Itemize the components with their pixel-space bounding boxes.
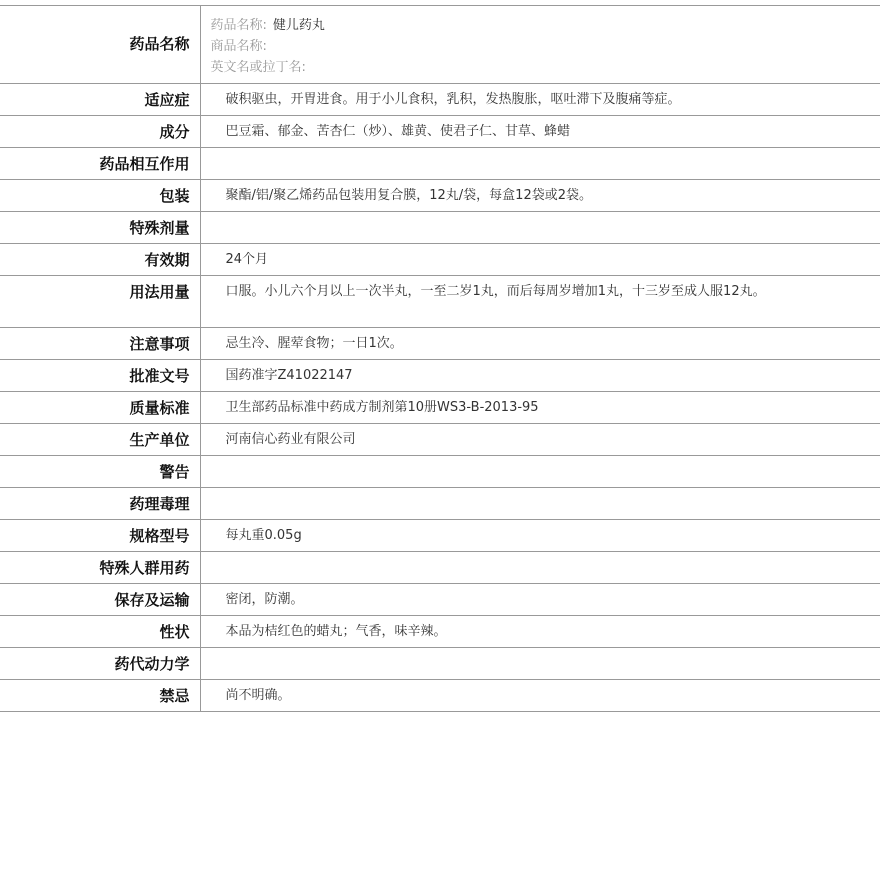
specification-row (0, 520, 880, 552)
ingredients-label: 成分 (0, 116, 200, 148)
storage-row (0, 584, 880, 616)
drug-names-row (0, 6, 880, 84)
special-population-label: 特殊人群用药 (0, 552, 200, 584)
precautions-value: 忌生冷、腥荤食物；一日1次。 (200, 328, 880, 360)
appearance-row (0, 616, 880, 648)
quality-standard-row (0, 392, 880, 424)
storage-value: 密闭，防潮。 (200, 584, 880, 616)
manufacturer-value: 河南信心药业有限公司 (200, 424, 880, 456)
manufacturer-label: 生产单位 (0, 424, 200, 456)
shelf-life-label: 有效期 (0, 244, 200, 276)
dosage-label: 用法用量 (0, 276, 200, 328)
interactions-row (0, 148, 880, 180)
drug-names-label: 药品名称 (0, 6, 200, 84)
specification-label: 规格型号 (0, 520, 200, 552)
drug-name-key: 药品名称: (210, 18, 267, 33)
manufacturer-row (0, 424, 880, 456)
appearance-label: 性状 (0, 616, 200, 648)
shelf-life-row (0, 244, 880, 276)
indications-row (0, 84, 880, 116)
contraindications-value: 尚不明确。 (200, 680, 880, 712)
drug-names-value (200, 6, 880, 84)
quality-standard-value: 卫生部药品标准中药成方制剂第10册WS3-B-2013-95 (200, 392, 880, 424)
special-dosage-row (0, 212, 880, 244)
specification-value: 每丸重0.05g (200, 520, 880, 552)
quality-standard-label: 质量标准 (0, 392, 200, 424)
appearance-value: 本品为桔红色的蜡丸；气香，味辛辣。 (200, 616, 880, 648)
special-dosage-value (200, 212, 880, 244)
drug-name-line (211, 15, 791, 36)
approval-number-value: 国药准字Z41022147 (200, 360, 880, 392)
warning-label: 警告 (0, 456, 200, 488)
warning-row (0, 456, 880, 488)
warning-value (200, 456, 880, 488)
precautions-label: 注意事项 (0, 328, 200, 360)
trade-name-key: 商品名称: (210, 39, 267, 54)
special-dosage-label: 特殊剂量 (0, 212, 200, 244)
english-name-line (211, 57, 791, 78)
pharmacokinetics-row (0, 648, 880, 680)
pharmacokinetics-label: 药代动力学 (0, 648, 200, 680)
interactions-value (200, 148, 880, 180)
drug-name-value: 健儿药丸 (272, 18, 325, 33)
contraindications-label: 禁忌 (0, 680, 200, 712)
pharmacology-value (200, 488, 880, 520)
packaging-label: 包装 (0, 180, 200, 212)
pharmacokinetics-value (200, 648, 880, 680)
special-population-value (200, 552, 880, 584)
ingredients-row (0, 116, 880, 148)
packaging-value: 聚酯/铝/聚乙烯药品包装用复合膜，12丸/袋，每盒12袋或2袋。 (200, 180, 880, 212)
approval-number-row (0, 360, 880, 392)
ingredients-value: 巴豆霜、郁金、苦杏仁（炒）、雄黄、使君子仁、甘草、蜂蜡 (200, 116, 880, 148)
storage-label: 保存及运输 (0, 584, 200, 616)
contraindications-row (0, 680, 880, 712)
dosage-value: 口服。小儿六个月以上一次半丸，一至二岁1丸，而后每周岁增加1丸，十三岁至成人服12丸。 (200, 276, 880, 328)
indications-label: 适应症 (0, 84, 200, 116)
packaging-row (0, 180, 880, 212)
trade-name-line (211, 36, 791, 57)
pharmacology-row (0, 488, 880, 520)
english-name-key: 英文名或拉丁名: (210, 60, 306, 75)
indications-value: 破积驱虫，开胃进食。用于小儿食积，乳积，发热腹胀，呕吐滞下及腹痛等症。 (200, 84, 880, 116)
pharmacology-label: 药理毒理 (0, 488, 200, 520)
shelf-life-value: 24个月 (200, 244, 880, 276)
interactions-label: 药品相互作用 (0, 148, 200, 180)
drug-info-table (0, 5, 880, 712)
precautions-row (0, 328, 880, 360)
approval-number-label: 批准文号 (0, 360, 200, 392)
special-population-row (0, 552, 880, 584)
dosage-row (0, 276, 880, 328)
